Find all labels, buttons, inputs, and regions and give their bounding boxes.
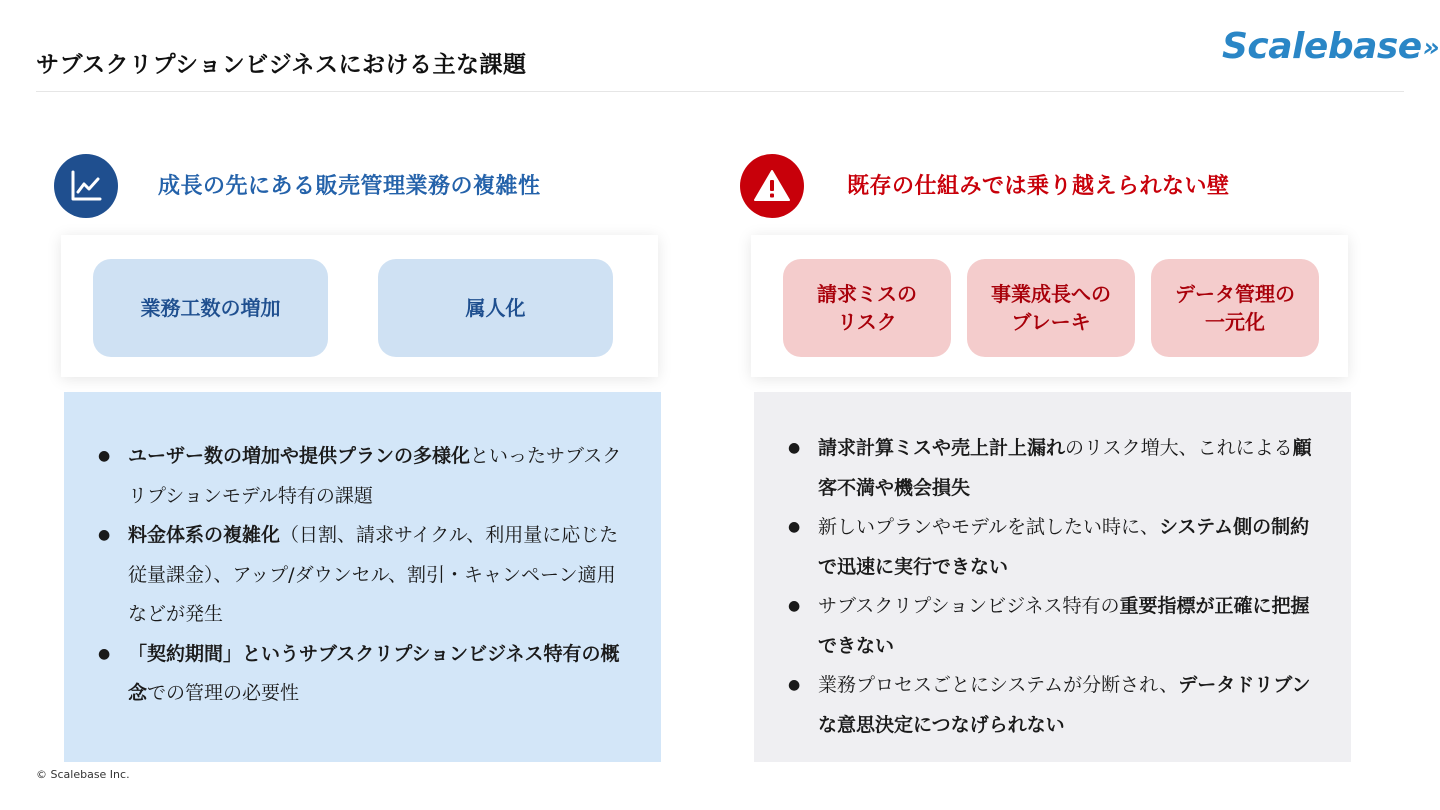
logo-text: Scalebase <box>1222 26 1422 67</box>
bullet-item <box>788 666 1318 745</box>
bullet-item <box>98 635 628 714</box>
bullet-text: といったサブスクリプションモデル特有の課題 <box>128 445 622 507</box>
bullet-text: サブスクリプションビジネス特有の <box>818 595 1120 617</box>
scalebase-logo <box>1222 26 1439 67</box>
title-divider <box>36 91 1404 92</box>
left-heading: 成長の先にある販売管理業務の複雑性 <box>158 174 541 199</box>
bullet-text: 業務プロセスごとにシステムが分断され、 <box>818 674 1179 696</box>
bullet-text-bold: 請求計算ミスや売上計上漏れ <box>818 437 1066 459</box>
bullet-item <box>788 508 1318 587</box>
pill-growth-brake <box>967 259 1135 357</box>
right-bullet-list <box>788 429 1318 745</box>
bullet-text: での管理の必要性 <box>147 682 300 704</box>
page-title: サブスクリプションビジネスにおける主な課題 <box>36 52 527 78</box>
bullet-text: のリスク増大、これによる <box>1065 437 1293 459</box>
pill-line: 事業成長への <box>991 282 1111 306</box>
pill-line: リスク <box>837 310 897 334</box>
chart-line-icon <box>54 154 118 218</box>
bullet-item <box>98 437 628 516</box>
pill-data-unification <box>1151 259 1319 357</box>
bullet-item <box>788 587 1318 666</box>
right-detail-panel <box>754 392 1351 762</box>
bullet-text: 新しいプランやモデルを試したい時に、 <box>818 516 1160 538</box>
pill-line: ブレーキ <box>1011 310 1091 334</box>
pill-person-dependency: 属人化 <box>378 259 613 357</box>
bullet-text-bold: 重要指標が正確に把握できない <box>818 595 1310 657</box>
bullet-item <box>788 429 1318 508</box>
bullet-text-bold: 顧客不満や機会損失 <box>818 437 1312 499</box>
pill-billing-error-risk <box>783 259 951 357</box>
bullet-text-bold: システム側の制約で迅速に実行できない <box>818 516 1310 578</box>
bullet-text-bold: ユーザー数の増加や提供プランの多様化 <box>128 445 471 467</box>
left-issue-card <box>61 235 658 377</box>
bullet-text-bold: データドリブンな意思決定につなげられない <box>818 674 1311 736</box>
copyright: © Scalebase Inc. <box>36 768 130 781</box>
right-heading: 既存の仕組みでは乗り越えられない壁 <box>847 174 1230 199</box>
left-bullet-list <box>98 437 628 714</box>
logo-chevron-icon: » <box>1422 33 1440 63</box>
right-issue-card <box>751 235 1348 377</box>
pill-workload: 業務工数の増加 <box>93 259 328 357</box>
pill-line: 請求ミスの <box>817 282 917 306</box>
warning-icon <box>740 154 804 218</box>
left-detail-panel <box>64 392 661 762</box>
bullet-text-bold: 料金体系の複雑化 <box>128 524 281 546</box>
pill-line: データ管理の <box>1175 282 1295 306</box>
bullet-text: （日割、請求サイクル、利用量に応じた従量課金）、アップ/ダウンセル、割引・キャンペーン適用などが発生 <box>128 524 619 625</box>
bullet-text-bold: 「契約期間」というサブスクリプションビジネス特有の概念 <box>128 642 620 704</box>
bullet-item <box>98 516 628 635</box>
pill-line: 一元化 <box>1205 310 1265 334</box>
